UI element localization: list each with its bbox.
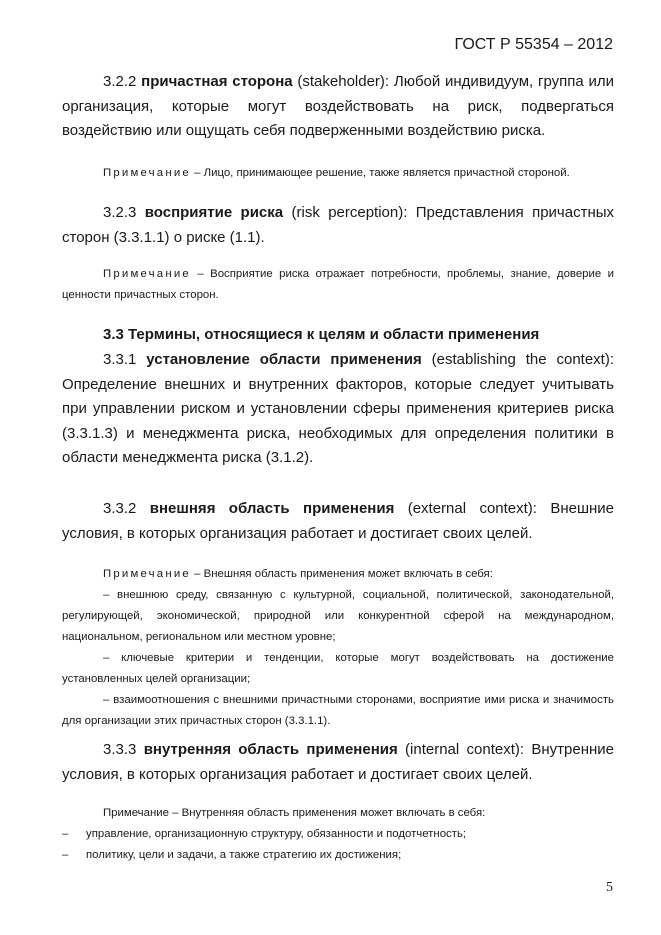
- list-dash: –: [62, 849, 69, 861]
- section-3-3-1: [62, 348, 614, 471]
- section-number: 3.3.2: [103, 500, 137, 517]
- note-text: – Внутренняя область применения может включать в себя:: [168, 807, 486, 819]
- section-3-2-2: [62, 70, 614, 144]
- note-list-item: [62, 824, 614, 845]
- section-3-3-3: [62, 738, 614, 787]
- list-text: политику, цели и задачи, а также стратегию их достижения;: [86, 849, 402, 861]
- term: установление области применения: [146, 351, 422, 368]
- note-3-2-3: [62, 264, 614, 306]
- note-text: – Внешняя область применения может включать в себя:: [190, 568, 493, 580]
- definition: (risk perception): Представления причастных сторон (3.3.1.1) о риске (1.1).: [62, 204, 615, 246]
- section-3-3-2: [62, 497, 614, 546]
- note-intro: [62, 564, 614, 585]
- note-intro: [62, 803, 614, 824]
- note-list-item: [62, 845, 614, 866]
- note-list-item: – внешнюю среду, связанную с культурной, социальной, политической, законодательной, регулирующей, экономической, природной или конкурентной сферой на международном, национальном, региональном или местном уровне;: [62, 589, 614, 643]
- section-number: 3.2.2: [103, 73, 137, 90]
- note-list-item: – взаимоотношения с внешними причастными сторонами, восприятие ими риска и значимость для организации этих причастных сторон (3.3.1.1).: [62, 694, 614, 727]
- term: причастная сторона: [141, 73, 293, 90]
- note-label: Примечание: [103, 807, 169, 819]
- note-3-3-2: [62, 564, 614, 732]
- section-number: 3.3.3: [103, 741, 137, 758]
- term: внешняя область применения: [149, 500, 395, 517]
- document-code: ГОСТ Р 55354 – 2012: [454, 36, 613, 53]
- list-text: управление, организационную структуру, обязанности и подотчетность;: [86, 828, 467, 840]
- note-text: – Лицо, принимающее решение, также является причастной стороной.: [190, 167, 570, 179]
- definition: (stakeholder): Любой индивидуум, группа или организация, которые могут воздействовать на риск, подвергаться воздействию или ощущать себя подверженными воздействию риска.: [62, 73, 614, 139]
- section-heading-3-3: 3.3 Термины, относящиеся к целям и области применения: [103, 326, 540, 343]
- note-label: Примечание: [103, 167, 191, 179]
- note-label: Примечание: [103, 268, 191, 280]
- page-number: 5: [606, 880, 613, 895]
- note-list-item: – ключевые критерии и тенденции, которые могут воздействовать на достижение установленных целей организации;: [62, 652, 614, 685]
- term: внутренняя область применения: [143, 741, 398, 758]
- section-3-2-3: [62, 201, 614, 250]
- definition: (internal context): Внутренние условия, в которых организация работает и достигает своих целей.: [62, 741, 614, 783]
- note-3-3-3: [62, 803, 614, 866]
- note-3-2-2: [62, 163, 614, 184]
- section-number: 3.3.1: [103, 351, 137, 368]
- definition: (external context): Внешние условия, в которых организация работает и достигает своих целей.: [62, 500, 615, 542]
- list-dash: –: [62, 828, 69, 840]
- note-text: – Восприятие риска отражает потребности, проблемы, знание, доверие и ценности причастных сторон.: [62, 268, 614, 301]
- term: восприятие риска: [144, 204, 284, 221]
- definition: (establishing the context): Определение внешних и внутренних факторов, которые следует учитывать при управлении риском и установлении сферы применения критериев риска (3.3.1.3) и менеджмента риска, необходимых для определения политики в области менеджмента риска (3.1.2).: [62, 351, 615, 466]
- note-label: Примечание: [103, 568, 191, 580]
- section-number: 3.2.3: [103, 204, 137, 221]
